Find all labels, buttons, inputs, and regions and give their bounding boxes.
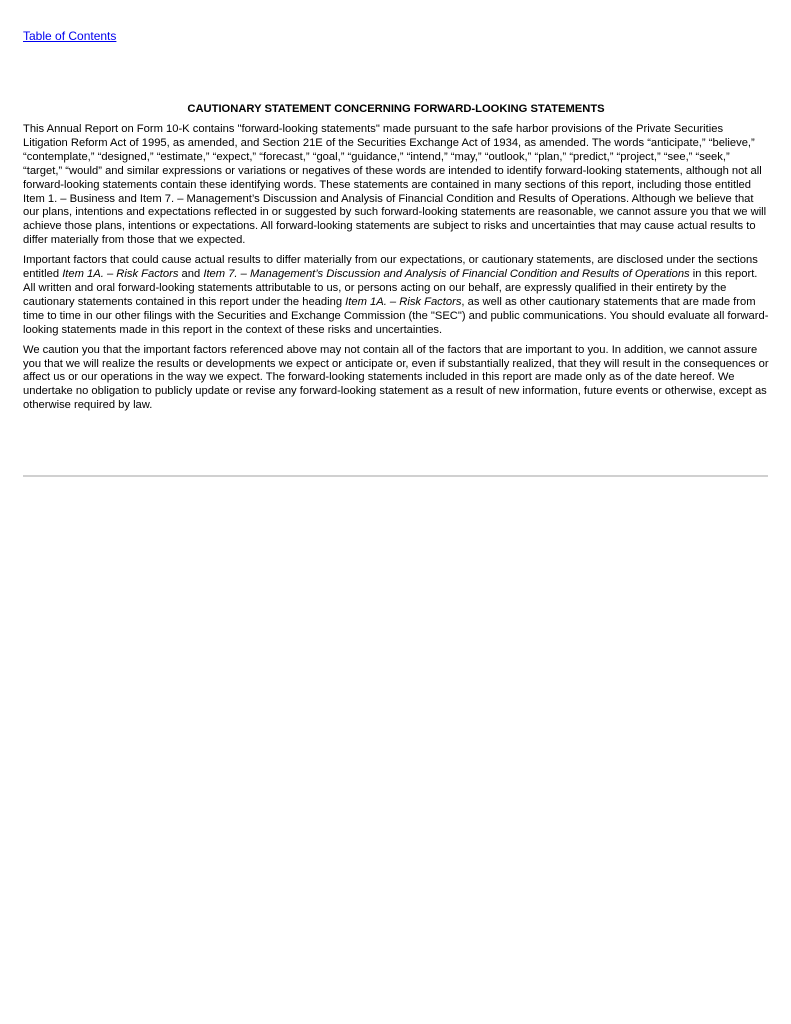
paragraph-text: and bbox=[178, 268, 204, 281]
paragraph-text: , as well as other cautionary statements that are made from time to time in our other filings with the Securities and Exchange Commission (the "SEC") and public communications. You should evaluate all forward-looking statements made in this report in the context of these risks and uncertainties. bbox=[23, 295, 769, 336]
paragraph-caution: We caution you that the important factors referenced above may not contain all of the factors that are important to you. In addition, we cannot assure you that we will realize the results or developments we expect or anticipate or, even if substantially realized, that they will result in the consequences or affect us or our operations in the way we expect. The forward-looking statements included in this report are made only as of the date hereof. We undertake no obligation to publicly update or revise any forward-looking statement as a result of new information, future events or otherwise, except as otherwise required by law. bbox=[23, 343, 769, 412]
paragraph-intro: This Annual Report on Form 10-K contains "forward-looking statements" made pursuant to the safe harbor provisions of the Private Securities Litigation Reform Act of 1995, as amended, and Section 21E of the Securities Exchange Act of 1934, as amended. The words “anticipate,” “believe,” “contemplate,” “designed,” “estimate,” “expect,” “forecast,” “goal,” “guidance,” “intend,” “may,” “outlook,” “plan,” “predict,” “project,” “see,” “seek,” “target,” “would” and similar expressions or variations or negatives of these words are intended to identify forward-looking statements, although not all forward-looking statements contain these identifying words. These statements are contained in many sections of this report, including those entitled Item 1. – Business and Item 7. – Management’s Discussion and Analysis of Financial Condition and Results of Operations. Although we believe that our plans, intentions and expectations reflected in or suggested by such forward-looking statements are reasonable, we cannot assure you that we will achieve those plans, intentions or expectations. All forward-looking statements are subject to risks and uncertainties that may cause actual results to differ materially from those that we expected. bbox=[23, 123, 767, 247]
paragraph-important-factors bbox=[23, 254, 769, 337]
paragraph-text: in this report. All written and oral forward-looking statements attributable to us, or persons acting on our behalf, are expressly qualified in their entirety by the cautionary statements contained in this report under the heading bbox=[23, 268, 758, 308]
item-1a-reference: Item 1A. – Risk Factors bbox=[345, 295, 462, 308]
page-divider bbox=[23, 475, 768, 477]
item-1a-reference: Item 1A. – Risk Factors bbox=[62, 268, 179, 281]
item-7-reference: Item 7. – Management’s Discussion and Analysis of Financial Condition and Results of Operations bbox=[203, 268, 690, 281]
paragraph-text: Important factors that could cause actual results to differ materially from our expectations, or cautionary statements, are disclosed under the sections entitled bbox=[23, 254, 758, 281]
table-of-contents-link[interactable]: Table of Contents bbox=[23, 29, 117, 43]
section-heading: CAUTIONARY STATEMENT CONCERNING FORWARD-LOOKING STATEMENTS bbox=[187, 103, 605, 115]
document-body bbox=[23, 102, 769, 419]
